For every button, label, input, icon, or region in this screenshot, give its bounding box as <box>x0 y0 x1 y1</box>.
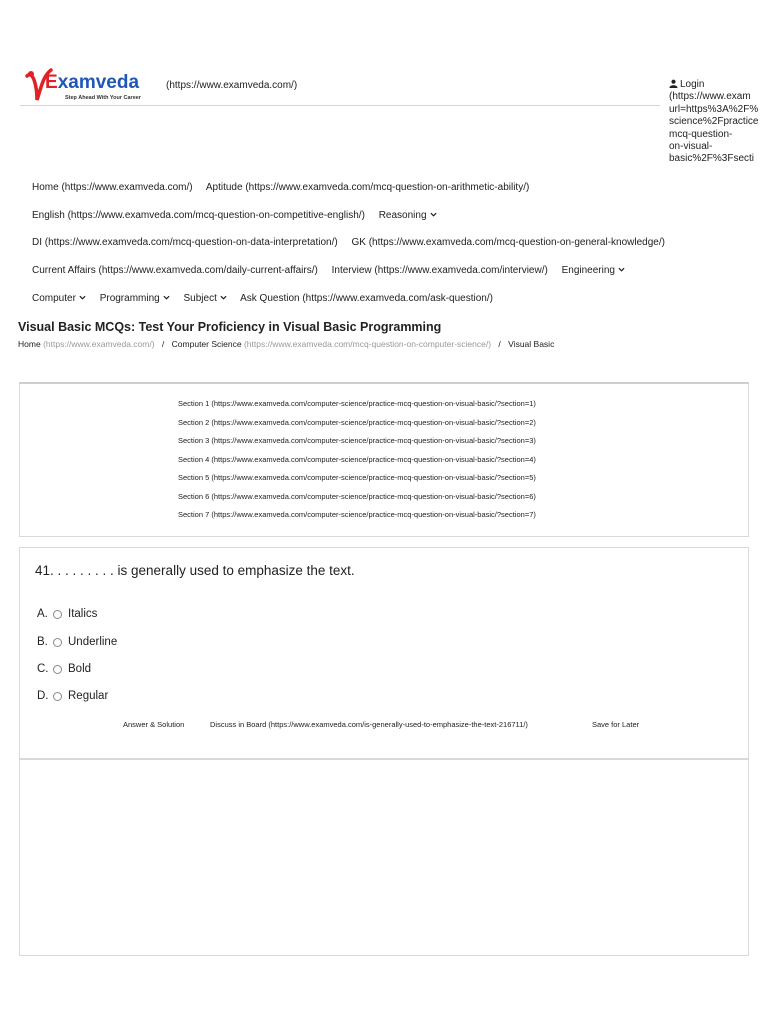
nav-row <box>32 237 676 248</box>
option-label: Italics <box>68 608 98 620</box>
content-panel <box>19 759 749 956</box>
radio-button[interactable] <box>53 692 62 701</box>
login-line: mcq-question- <box>669 128 733 140</box>
nav-item-label: Computer <box>32 293 76 304</box>
question-text: 41. . . . . . . . . is generally used to emphasize the text. <box>35 563 355 578</box>
login-line: science%2Fpractice <box>669 116 759 128</box>
nav-item-label: Reasoning <box>378 210 427 221</box>
nav-item-engineering[interactable] <box>562 265 625 276</box>
chevron-down-icon <box>163 295 170 300</box>
nav-item-label: Engineering <box>561 265 615 276</box>
svg-text:Step Ahead With Your Career: Step Ahead With Your Career <box>65 95 141 101</box>
nav-item-programming[interactable] <box>100 293 170 304</box>
breadcrumb-home-url[interactable]: (https://www.examveda.com/) <box>43 339 155 349</box>
nav-item-computer[interactable] <box>32 293 86 304</box>
option-a[interactable] <box>37 608 97 620</box>
svg-text:Examveda: Examveda <box>45 72 140 93</box>
nav-item-gk[interactable]: GK (https://www.examveda.com/mcq-question-on-general-knowledge/) <box>351 237 665 248</box>
option-b[interactable] <box>37 636 117 648</box>
answer-solution-button[interactable]: Answer & Solution <box>123 720 185 729</box>
section-link-6[interactable]: Section 6 (https://www.examveda.com/computer-science/practice-mcq-question-on-visual-basic/?section=6) <box>178 492 536 501</box>
option-letter: B. <box>37 636 48 648</box>
nav-item-di[interactable]: DI (https://www.examveda.com/mcq-question-on-data-interpretation/) <box>32 237 338 248</box>
section-link-1[interactable]: Section 1 (https://www.examveda.com/computer-science/practice-mcq-question-on-visual-basic/?section=1) <box>178 399 536 408</box>
discuss-in-board-link[interactable]: Discuss in Board (https://www.examveda.com/is-generally-used-to-emphasize-the-text-216711/) <box>210 720 528 729</box>
nav-item-current-affairs[interactable]: Current Affairs (https://www.examveda.com/daily-current-affairs/) <box>32 265 318 276</box>
option-letter: A. <box>37 608 48 620</box>
nav-row <box>32 210 448 221</box>
option-label: Regular <box>68 690 109 702</box>
nav-item-reasoning[interactable] <box>379 210 437 221</box>
option-letter: D. <box>37 690 49 702</box>
nav-item-subject[interactable] <box>184 293 227 304</box>
breadcrumb-computer-science[interactable]: Computer Science <box>171 339 242 349</box>
nav-item-aptitude[interactable]: Aptitude (https://www.examveda.com/mcq-question-on-arithmetic-ability/) <box>205 182 530 193</box>
chevron-down-icon <box>430 212 437 217</box>
breadcrumb-separator: / <box>161 339 165 349</box>
breadcrumb-current: Visual Basic <box>508 339 555 349</box>
chevron-down-icon <box>79 295 86 300</box>
nav-row <box>32 182 540 193</box>
login-line: url=https%3A%2F% <box>669 103 759 115</box>
option-c[interactable] <box>37 663 91 675</box>
save-for-later-button[interactable]: Save for Later <box>592 720 640 729</box>
radio-button[interactable] <box>53 665 62 674</box>
nav-item-label: Subject <box>183 293 217 304</box>
sections-panel <box>19 382 749 537</box>
option-letter: C. <box>37 663 49 675</box>
login-line: basic%2F%3Fsecti <box>669 153 755 165</box>
login-line: Login <box>680 79 705 90</box>
option-label: Bold <box>68 663 92 675</box>
nav-item-ask-question[interactable]: Ask Question (https://www.examveda.com/ask-question/) <box>240 293 493 304</box>
nav-item-english[interactable]: English (https://www.examveda.com/mcq-question-on-competitive-english/) <box>32 210 365 221</box>
login-line: on-visual- <box>669 141 713 153</box>
nav-row <box>32 293 504 304</box>
section-link-2[interactable]: Section 2 (https://www.examveda.com/computer-science/practice-mcq-question-on-visual-basic/?section=2) <box>178 418 536 427</box>
section-link-5[interactable]: Section 5 (https://www.examveda.com/computer-science/practice-mcq-question-on-visual-basic/?section=5) <box>178 473 536 482</box>
breadcrumb <box>18 339 554 349</box>
login-line: (https://www.exam <box>669 91 751 103</box>
site-header <box>0 0 768 175</box>
breadcrumb-cs-url[interactable]: (https://www.examveda.com/mcq-question-on-computer-science/) <box>243 339 492 349</box>
header-divider <box>20 105 660 106</box>
login-link[interactable] <box>669 79 768 166</box>
section-link-7[interactable]: Section 7 (https://www.examveda.com/computer-science/practice-mcq-question-on-visual-basic/?section=7) <box>178 510 536 519</box>
nav-item-label: Programming <box>99 293 160 304</box>
user-icon <box>669 79 678 88</box>
section-link-4[interactable]: Section 4 (https://www.examveda.com/computer-science/practice-mcq-question-on-visual-basic/?section=4) <box>178 455 536 464</box>
breadcrumb-home[interactable]: Home <box>18 339 41 349</box>
logo-link-url[interactable]: (https://www.examveda.com/) <box>166 80 298 91</box>
examveda-logo[interactable] <box>25 66 165 106</box>
nav-row <box>32 265 636 276</box>
radio-button[interactable] <box>53 638 62 647</box>
breadcrumb-separator: / <box>498 339 501 349</box>
radio-button[interactable] <box>53 610 62 619</box>
chevron-down-icon <box>220 295 227 300</box>
option-d[interactable] <box>37 690 108 702</box>
section-link-3[interactable]: Section 3 (https://www.examveda.com/computer-science/practice-mcq-question-on-visual-basic/?section=3) <box>178 436 536 445</box>
page-title: Visual Basic MCQs: Test Your Proficiency in Visual Basic Programming <box>18 320 442 334</box>
question-card <box>19 547 749 759</box>
nav-item-interview[interactable]: Interview (https://www.examveda.com/interview/) <box>331 265 548 276</box>
option-label: Underline <box>68 636 118 648</box>
chevron-down-icon <box>618 267 625 272</box>
nav-item-home[interactable]: Home (https://www.examveda.com/) <box>32 182 193 193</box>
